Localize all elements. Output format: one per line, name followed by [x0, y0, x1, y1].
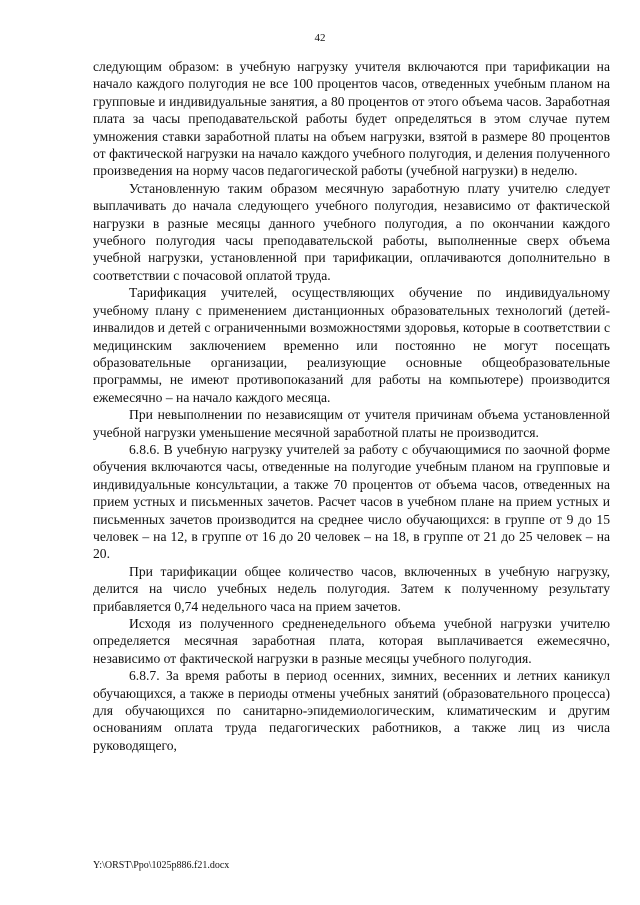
paragraph: При тарификации общее количество часов, включенных в учебную нагрузку, делится на число учебных недель полугодия. Затем к полученному результату прибавляется 0,74 недельного часа на прием зачетов. [93, 563, 610, 614]
paragraph-section-6-8-6: 6.8.6. В учебную нагрузку учителей за работу с обучающимися по заочной форме обучения включаются часы, отведенные на полугодие учебным планом на групповые и индивидуальные консультации, а также 70 процентов от объема часов, отведенных на прием устных и письменных зачетов. Расчет часов в учебном плане на прием устных и письменных зачетов производится на среднее число обучающихся: в группе от 9 до 15 человек – на 12, в группе от 16 до 20 человек – на 18, в группе от 21 до 25 человек – на 20. [93, 441, 610, 562]
paragraph-section-6-8-7: 6.8.7. За время работы в период осенних, зимних, весенних и летних каникул обучающихся, а также в периоды отмены учебных занятий (образовательного процесса) для обучающихся по санитарно-эпидемиологическим, климатическим и другим основаниям оплата труда педагогических работников, а также лиц из числа руководящего, [93, 668, 610, 753]
footer-file-path: Y:\ORST\Ppo\1025p886.f21.docx [93, 860, 230, 871]
paragraph: При невыполнении по независящим от учителя причинам объема установленной учебной нагрузки уменьшение месячной заработной платы не производится. [93, 407, 610, 440]
page-number: 42 [314, 32, 326, 44]
document-body [93, 58, 610, 754]
paragraph: Установленную таким образом месячную заработную плату учителю следует выплачивать до начала следующего учебного полугодия, независимо от фактической нагрузки в разные месяцы данного учебного полугодия, а по окончании каждого учебного полугодия часы преподавательской работы, выполненные сверх объема учебной нагрузки, установленной при тарификации, оплачиваются дополнительно в соответствии с почасовой оплатой труда. [93, 180, 610, 283]
paragraph: Исходя из полученного средненедельного объема учебной нагрузки учителю определяется месячная заработная плата, которая выплачивается ежемесячно, независимо от фактической нагрузки в разные месяцы учебного полугодия. [93, 616, 610, 666]
paragraph: Тарификация учителей, осуществляющих обучение по индивидуальному учебному плану с применением дистанционных образовательных технологий (детей-инвалидов и детей с ограниченными возможностями здоровья, которые в соответствии с медицинским заключением временно или постоянно не могут посещать образовательные организации, реализующие основные общеобразовательные программы, не имеют противопоказаний для работы на компьютере) производится ежемесячно – на начало каждого месяца. [93, 285, 610, 405]
paragraph: следующим образом: в учебную нагрузку учителя включаются при тарификации на начало каждого полугодия не все 100 процентов часов, отведенных учебным планом на групповые и индивидуальные занятия, а 80 процентов от этого объема часов. Заработная плата за часы преподавательской работы будет определяться в этом случае путем умножения ставки заработной платы на объем нагрузки, взятой в размере 80 процентов от фактической нагрузки на начало каждого учебного полугодия, и деления полученного произведения на норму часов педагогической работы (учебной нагрузки) в неделю. [93, 59, 610, 179]
